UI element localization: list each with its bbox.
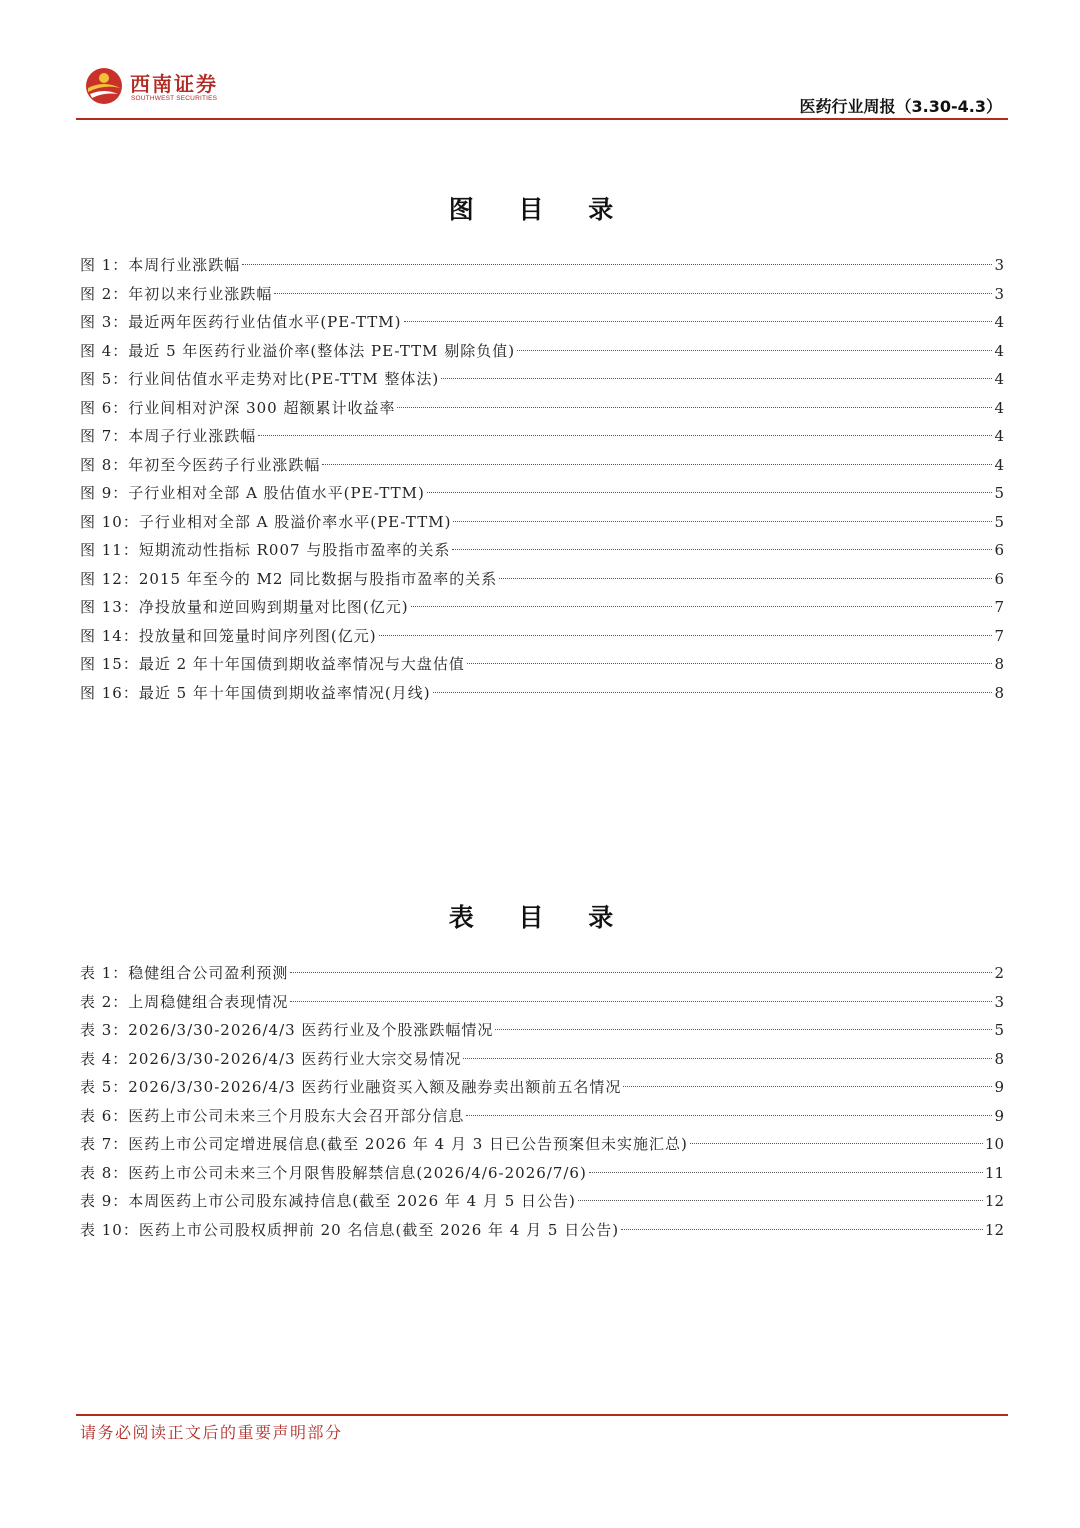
- toc-dot-leader: [495, 1029, 992, 1030]
- toc-dot-leader: [274, 293, 992, 294]
- toc-entry[interactable]: [80, 622, 1004, 651]
- toc-dot-leader: [290, 972, 992, 973]
- toc-entry[interactable]: [80, 679, 1004, 708]
- toc-entry[interactable]: [80, 1073, 1004, 1102]
- toc-entry-label: 图 15：最近 2 年十年国债到期收益率情况与大盘估值: [80, 655, 465, 673]
- toc-entry[interactable]: [80, 1159, 1004, 1188]
- toc-entry-page: 8: [994, 1049, 1004, 1068]
- toc-entry-page: 5: [994, 484, 1004, 502]
- toc-entry[interactable]: [80, 337, 1004, 366]
- toc-entry-label: 图 11：短期流动性指标 R007 与股指市盈率的关系: [80, 541, 451, 559]
- toc-entry-page: 4: [994, 341, 1004, 360]
- logo-emblem-icon: [84, 66, 124, 106]
- toc-dot-leader: [453, 521, 992, 522]
- toc-entry-label: 表 2：上周稳健组合表现情况: [80, 992, 289, 1011]
- toc-entry-label: 图 3：最近两年医药行业估值水平(PE-TTM): [80, 313, 402, 331]
- toc-entry-label: 图 5：行业间估值水平走势对比(PE-TTM 整体法): [80, 370, 440, 388]
- page-header: [0, 0, 1080, 125]
- toc-entry-page: 12: [984, 1220, 1004, 1239]
- toc-entry-page: 5: [994, 512, 1004, 531]
- toc-entry-page: 4: [994, 313, 1004, 331]
- toc-entry-page: 4: [994, 398, 1004, 417]
- toc-entry-page: 7: [994, 626, 1004, 645]
- report-title: 医药行业周报（3.30-4.3）: [799, 97, 1002, 116]
- toc-entry[interactable]: [80, 1016, 1004, 1045]
- toc-entry-page: 10: [984, 1135, 1004, 1153]
- footer-divider: [76, 1414, 1008, 1416]
- toc-entry[interactable]: [80, 451, 1004, 480]
- toc-entry-label: 图 6：行业间相对沪深 300 超额累计收益率: [80, 398, 396, 417]
- toc-entry[interactable]: [80, 1130, 1004, 1159]
- toc-entry-page: 2: [994, 964, 1004, 982]
- toc-dot-leader: [242, 264, 992, 265]
- toc-entry[interactable]: [80, 650, 1004, 679]
- header-divider: [76, 118, 1008, 120]
- toc-dot-leader: [452, 549, 992, 550]
- toc-dot-leader: [690, 1143, 983, 1144]
- tables-toc-title: 表 目 录: [448, 903, 632, 932]
- toc-entry[interactable]: [80, 394, 1004, 423]
- toc-entry[interactable]: [80, 365, 1004, 394]
- toc-dot-leader: [467, 663, 993, 664]
- toc-entry[interactable]: [80, 479, 1004, 508]
- toc-entry-label: 表 1：稳健组合公司盈利预测: [80, 964, 289, 982]
- toc-entry-label: 表 4：2026/3/30-2026/4/3 医药行业大宗交易情况: [80, 1049, 462, 1068]
- toc-entry-label: 图 4：最近 5 年医药行业溢价率(整体法 PE-TTM 剔除负值): [80, 341, 516, 360]
- toc-dot-leader: [258, 435, 992, 436]
- toc-entry-page: 9: [994, 1106, 1004, 1125]
- toc-dot-leader: [441, 378, 992, 379]
- toc-entry-label: 图 2：年初以来行业涨跌幅: [80, 284, 273, 303]
- toc-entry-label: 图 10：子行业相对全部 A 股溢价率水平(PE-TTM): [80, 512, 452, 531]
- toc-entry-label: 表 5：2026/3/30-2026/4/3 医药行业融资买入额及融券卖出额前五名情况: [80, 1078, 622, 1096]
- toc-dot-leader: [322, 464, 992, 465]
- toc-dot-leader: [397, 407, 992, 408]
- figures-toc-list: [80, 251, 1004, 707]
- toc-dot-leader: [623, 1086, 992, 1087]
- toc-entry-page: 3: [994, 256, 1004, 274]
- toc-entry-label: 表 8：医药上市公司未来三个月限售股解禁信息(2026/4/6-2026/7/6): [80, 1163, 587, 1182]
- toc-entry-label: 图 7：本周子行业涨跌幅: [80, 427, 257, 445]
- toc-entry[interactable]: [80, 1216, 1004, 1245]
- logo-chinese-text: 西南证券: [130, 72, 218, 96]
- toc-entry[interactable]: [80, 308, 1004, 337]
- toc-entry-page: 8: [994, 655, 1004, 673]
- toc-entry-label: 图 1：本周行业涨跌幅: [80, 256, 241, 274]
- toc-entry-label: 图 8：年初至今医药子行业涨跌幅: [80, 455, 321, 474]
- toc-entry[interactable]: [80, 1045, 1004, 1074]
- figures-toc-title: 图 目 录: [448, 195, 632, 224]
- toc-dot-leader: [589, 1172, 983, 1173]
- company-logo: [84, 66, 224, 110]
- toc-entry[interactable]: [80, 1187, 1004, 1216]
- toc-entry-label: 表 3：2026/3/30-2026/4/3 医药行业及个股涨跌幅情况: [80, 1021, 494, 1039]
- toc-entry[interactable]: [80, 1102, 1004, 1131]
- toc-dot-leader: [517, 350, 992, 351]
- toc-dot-leader: [427, 492, 993, 493]
- toc-entry-label: 图 13：净投放量和逆回购到期量对比图(亿元): [80, 598, 409, 616]
- toc-entry-page: 5: [994, 1021, 1004, 1039]
- toc-entry-label: 表 7：医药上市公司定增进展信息(截至 2026 年 4 月 3 日已公告预案但未实施汇总): [80, 1135, 688, 1153]
- toc-entry[interactable]: [80, 959, 1004, 988]
- toc-entry-page: 8: [994, 683, 1004, 702]
- toc-entry-label: 表 9：本周医药上市公司股东减持信息(截至 2026 年 4 月 5 日公告): [80, 1192, 576, 1210]
- toc-dot-leader: [499, 578, 992, 579]
- toc-entry-page: 7: [994, 598, 1004, 616]
- toc-entry-page: 4: [994, 455, 1004, 474]
- toc-dot-leader: [463, 1058, 992, 1059]
- toc-entry[interactable]: [80, 280, 1004, 309]
- toc-entry[interactable]: [80, 536, 1004, 565]
- disclaimer-note: 请务必阅读正文后的重要声明部分: [80, 1423, 343, 1442]
- toc-entry-page: 4: [994, 427, 1004, 445]
- toc-dot-leader: [433, 692, 993, 693]
- toc-dot-leader: [290, 1001, 992, 1002]
- toc-entry[interactable]: [80, 593, 1004, 622]
- toc-entry-page: 6: [994, 541, 1004, 559]
- toc-entry-page: 11: [984, 1163, 1004, 1182]
- toc-entry-page: 6: [994, 569, 1004, 588]
- toc-entry-label: 表 10：医药上市公司股权质押前 20 名信息(截至 2026 年 4 月 5 日公告): [80, 1220, 620, 1239]
- toc-dot-leader: [379, 635, 993, 636]
- toc-entry[interactable]: [80, 565, 1004, 594]
- toc-entry-page: 3: [994, 284, 1004, 303]
- toc-entry[interactable]: [80, 422, 1004, 451]
- toc-entry-label: 图 14：投放量和回笼量时间序列图(亿元): [80, 626, 377, 645]
- logo-english-text: SOUTHWEST SECURITIES: [131, 95, 218, 102]
- toc-entry-label: 图 16：最近 5 年十年国债到期收益率情况(月线): [80, 683, 431, 702]
- toc-entry-page: 4: [994, 370, 1004, 388]
- toc-entry-label: 图 12：2015 年至今的 M2 同比数据与股指市盈率的关系: [80, 569, 498, 588]
- toc-entry[interactable]: [80, 508, 1004, 537]
- toc-entry-page: 3: [994, 992, 1004, 1011]
- toc-entry-page: 12: [984, 1192, 1004, 1210]
- toc-entry-page: 9: [994, 1078, 1004, 1096]
- toc-entry[interactable]: [80, 988, 1004, 1017]
- toc-entry-label: 图 9：子行业相对全部 A 股估值水平(PE-TTM): [80, 484, 425, 502]
- toc-dot-leader: [621, 1229, 983, 1230]
- toc-entry[interactable]: [80, 251, 1004, 280]
- toc-entry-label: 表 6：医药上市公司未来三个月股东大会召开部分信息: [80, 1106, 465, 1125]
- tables-toc-list: [80, 959, 1004, 1244]
- toc-dot-leader: [404, 321, 993, 322]
- toc-dot-leader: [578, 1200, 983, 1201]
- toc-dot-leader: [411, 606, 993, 607]
- toc-dot-leader: [466, 1115, 992, 1116]
